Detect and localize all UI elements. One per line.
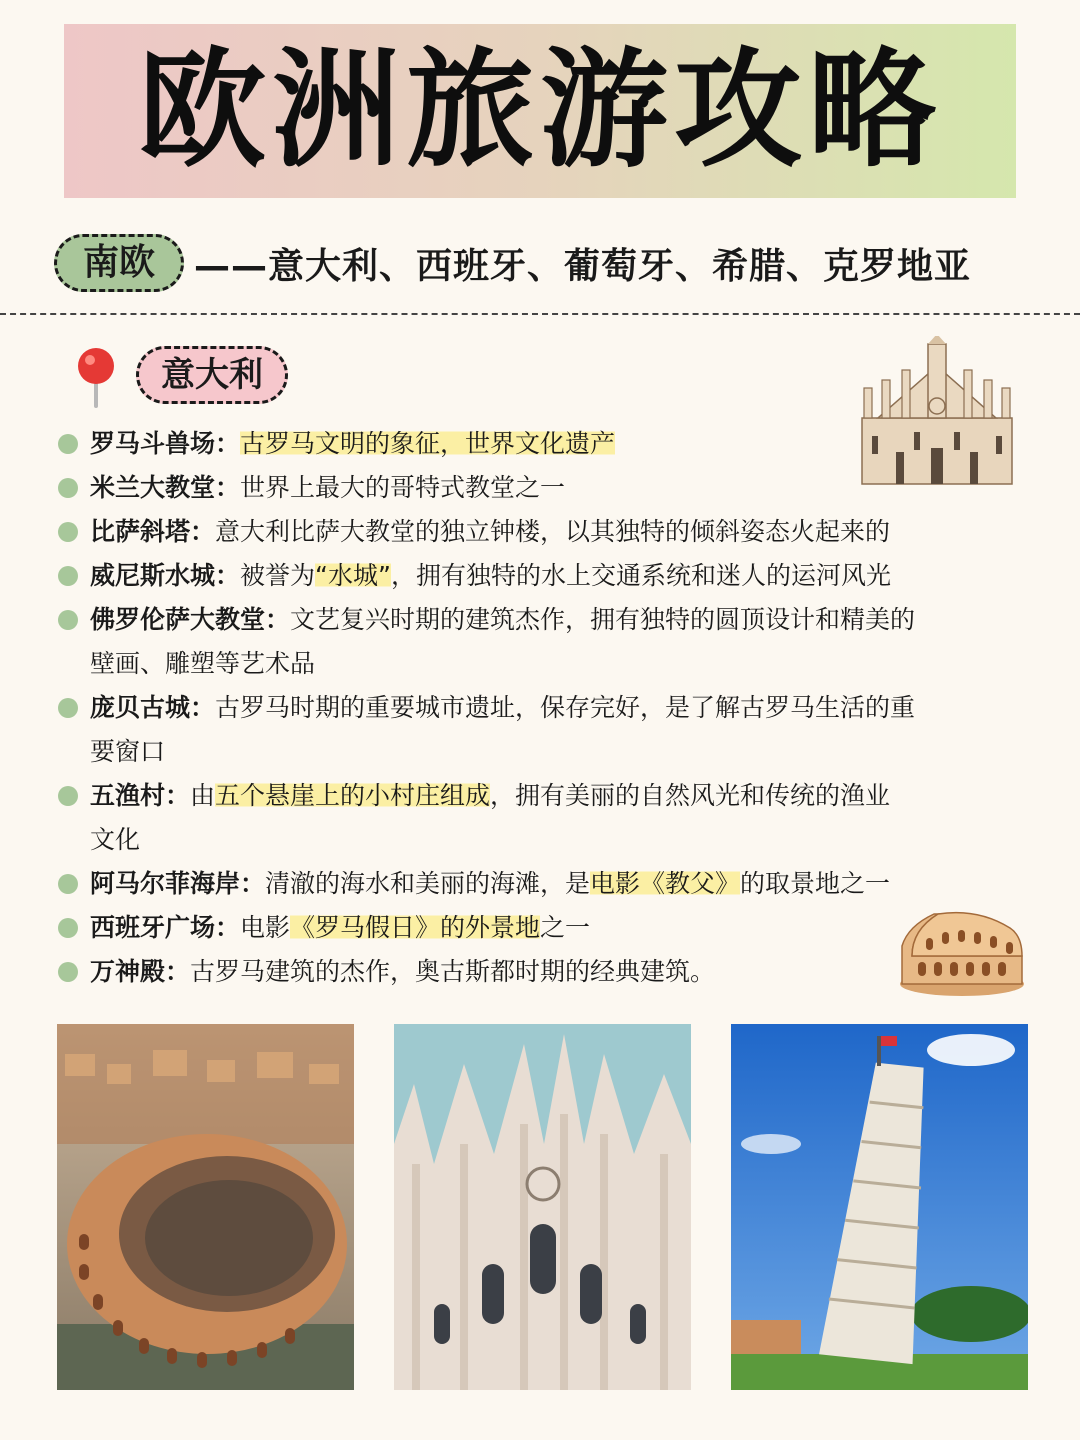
- attraction-desc-continued: 文化: [90, 825, 141, 854]
- attraction-desc: 电影: [240, 913, 291, 942]
- attraction-highlight: 古罗马文明的象征，世界文化遗产: [240, 429, 616, 458]
- page-title: 欧洲旅游攻略: [137, 36, 942, 185]
- bullet-dot: [58, 918, 78, 938]
- list-item: [56, 554, 1046, 598]
- attraction-desc: ，拥有美丽的自然风光和传统的渔业: [490, 781, 891, 810]
- attraction-desc: ，拥有独特的水上交通系统和迷人的运河风光: [390, 561, 891, 590]
- attraction-desc: 的取景地之一: [740, 869, 891, 898]
- bullet-dot: [58, 566, 78, 586]
- bullet-dot: [58, 478, 78, 498]
- list-item: [56, 862, 1046, 906]
- colosseum-icon: [898, 906, 1026, 998]
- attraction-highlight: 《罗马假日》的外景地: [290, 913, 541, 942]
- attraction-highlight: “水城”: [315, 561, 391, 590]
- attraction-highlight: 电影《教父》: [590, 869, 741, 898]
- attraction-desc: 古罗马时期的重要城市遗址，保存完好，是了解古罗马生活的重: [215, 693, 916, 722]
- pisa-tower-photo: [731, 1024, 1028, 1390]
- attraction-name: 西班牙广场：: [90, 913, 241, 942]
- attraction-name: 威尼斯水城：: [90, 561, 241, 590]
- list-item: [56, 466, 1046, 510]
- attraction-desc: 由: [190, 781, 216, 810]
- list-item: [56, 686, 1046, 774]
- attraction-desc: 被誉为: [240, 561, 316, 590]
- title-banner: [64, 24, 1016, 198]
- bullet-dot: [58, 786, 78, 806]
- attraction-name: 米兰大教堂：: [90, 473, 241, 502]
- attraction-desc-continued: 壁画、雕塑等艺术品: [90, 649, 316, 678]
- attraction-desc: 意大利比萨大教堂的独立钟楼，以其独特的倾斜姿态火起来的: [215, 517, 891, 546]
- bullet-dot: [58, 610, 78, 630]
- attraction-desc: 清澈的海水和美丽的海滩，是: [265, 869, 591, 898]
- country-badge: 意大利: [136, 346, 288, 404]
- map-pin-icon: [74, 346, 118, 408]
- attraction-desc: 古罗马建筑的杰作，奥古斯都时期的经典建筑。: [190, 957, 716, 986]
- section-divider: [0, 313, 1080, 315]
- attraction-name: 罗马斗兽场：: [90, 429, 241, 458]
- attraction-desc: 之一: [540, 913, 591, 942]
- attraction-desc: 文艺复兴时期的建筑杰作，拥有独特的圆顶设计和精美的: [290, 605, 916, 634]
- region-row: [54, 234, 971, 292]
- bullet-dot: [58, 962, 78, 982]
- bullet-dot: [58, 874, 78, 894]
- colosseum-photo: [57, 1024, 354, 1390]
- attraction-name: 五渔村：: [90, 781, 191, 810]
- attraction-desc-continued: 要窗口: [90, 737, 166, 766]
- attraction-name: 庞贝古城：: [90, 693, 216, 722]
- list-item: [56, 598, 1046, 686]
- attraction-name: 佛罗伦萨大教堂：: [90, 605, 291, 634]
- list-item: [56, 510, 1046, 554]
- bullet-dot: [58, 434, 78, 454]
- attraction-name: 万神殿：: [90, 957, 191, 986]
- list-item: [56, 422, 1046, 466]
- region-badge: 南欧: [54, 234, 184, 292]
- bullet-dot: [58, 698, 78, 718]
- bullet-dot: [58, 522, 78, 542]
- attraction-name: 阿马尔菲海岸：: [90, 869, 266, 898]
- region-countries: ——意大利、西班牙、葡萄牙、希腊、克罗地亚: [194, 245, 972, 287]
- list-item: [56, 774, 1046, 862]
- attraction-name: 比萨斜塔：: [90, 517, 216, 546]
- attraction-highlight: 五个悬崖上的小村庄组成: [215, 781, 491, 810]
- milan-cathedral-photo: [394, 1024, 691, 1390]
- attraction-desc: 世界上最大的哥特式教堂之一: [240, 473, 566, 502]
